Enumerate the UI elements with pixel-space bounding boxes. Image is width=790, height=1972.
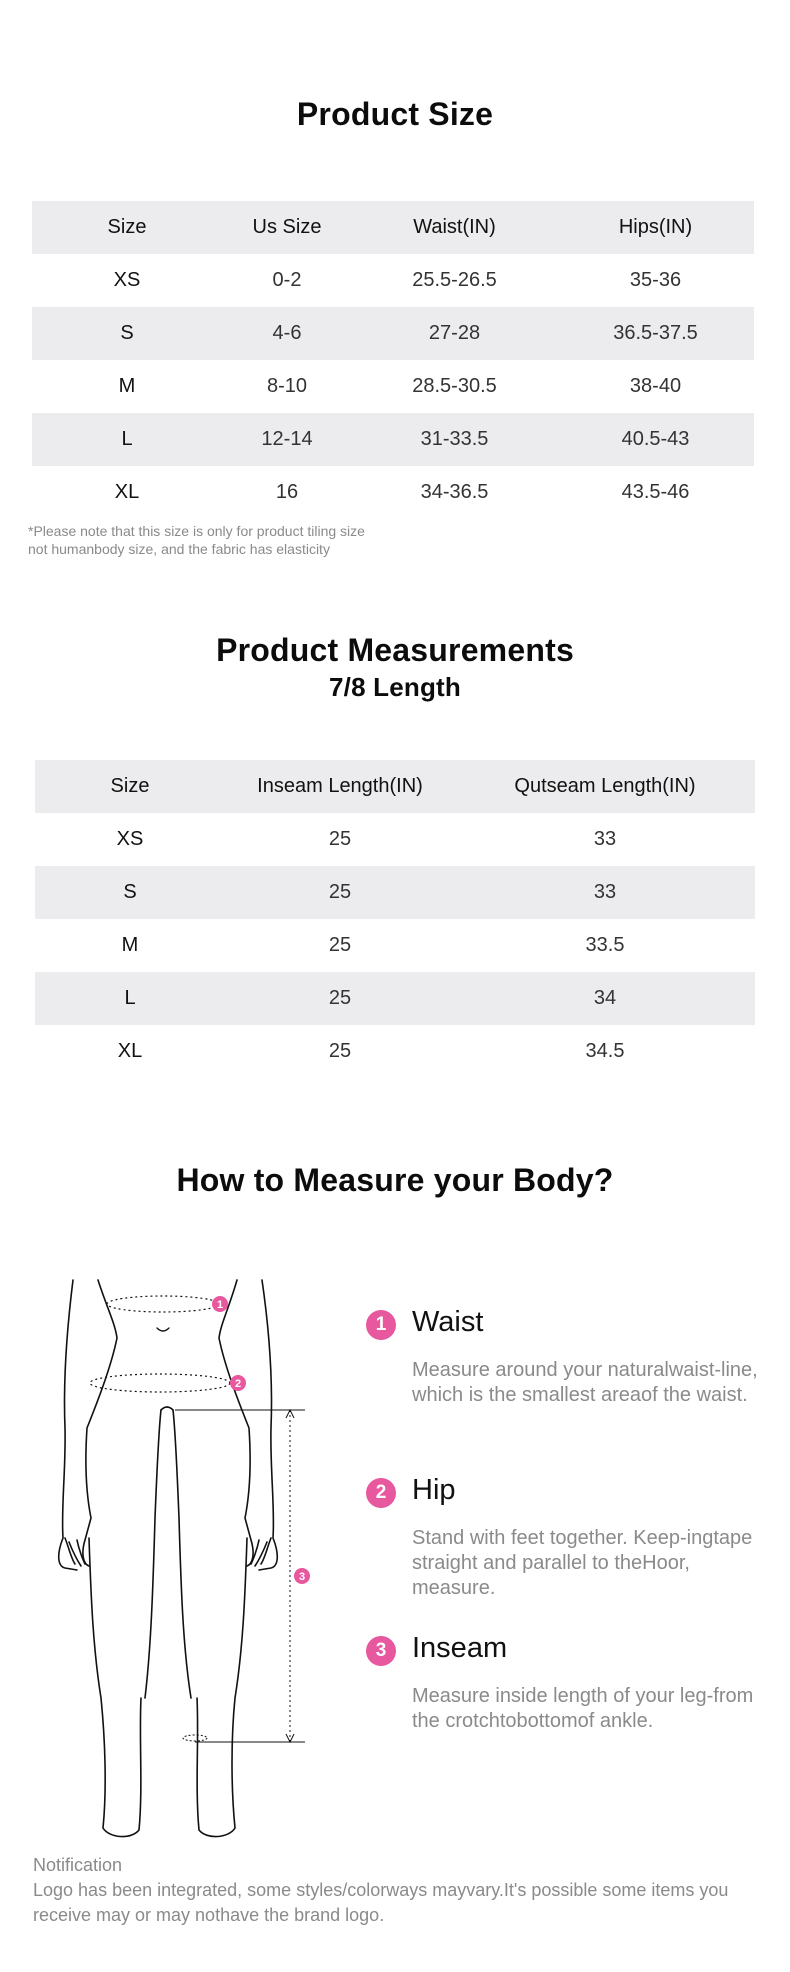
- hip-marker-icon: [230, 1375, 246, 1391]
- table-row: [35, 972, 755, 1025]
- table-cell: 33: [593, 881, 617, 903]
- step-description: Measure inside length of your leg-from the crotchtobottomof ankle.: [412, 1685, 754, 1732]
- body-outline-illustration: [55, 1268, 315, 1848]
- size-note-line: not humanbody size, and the fabric has elasticity: [28, 541, 330, 557]
- table-cell: 25: [328, 1040, 352, 1062]
- svg-text:2: 2: [234, 1378, 242, 1390]
- table-cell: 16: [275, 481, 299, 503]
- table-cell: 25: [328, 828, 352, 850]
- product-measurements-subtitle: 7/8 Length: [328, 672, 461, 702]
- table-cell: 27-28: [428, 322, 481, 344]
- table-row: [32, 307, 754, 360]
- table-cell: XS: [113, 269, 141, 291]
- column-header: Us Size: [252, 216, 322, 238]
- table-row: [35, 1025, 755, 1078]
- table-header-row: [32, 201, 754, 254]
- column-header: Waist(IN): [413, 216, 496, 238]
- table-cell: S: [123, 881, 137, 903]
- column-header: Qutseam Length(IN): [514, 775, 696, 797]
- table-row: [32, 466, 754, 519]
- table-cell: 8-10: [266, 375, 308, 397]
- step-description: Measure around your naturalwaist-line, which is the smallest areaof the waist.: [412, 1359, 758, 1406]
- table-row: [35, 866, 755, 919]
- svg-text:1: 1: [216, 1299, 224, 1311]
- waist-marker-icon: [212, 1296, 228, 1312]
- column-header: Size: [110, 775, 150, 797]
- table-cell: 12-14: [261, 428, 313, 450]
- table-cell: XL: [114, 481, 140, 503]
- size-note-line: *Please note that this size is only for product tiling size: [28, 523, 365, 539]
- step-title: Hip: [412, 1474, 456, 1506]
- inseam-marker-icon: [294, 1568, 310, 1584]
- notification: [33, 1853, 773, 1928]
- column-header: Inseam Length(IN): [257, 775, 423, 797]
- table-cell: S: [120, 322, 134, 344]
- product-measurements-title: Product Measurements: [216, 632, 574, 668]
- table-cell: L: [124, 987, 136, 1009]
- table-cell: 25.5-26.5: [412, 269, 497, 291]
- table-cell: 33: [593, 828, 617, 850]
- table-cell: 31-33.5: [420, 428, 489, 450]
- table-cell: 33.5: [585, 934, 625, 956]
- step-title: Inseam: [412, 1632, 508, 1664]
- table-row: [32, 360, 754, 413]
- how-to-measure-title: How to Measure your Body?: [176, 1162, 614, 1198]
- table-cell: 0-2: [272, 269, 302, 291]
- table-cell: L: [121, 428, 133, 450]
- table-cell: 43.5-46: [621, 481, 690, 503]
- column-header: Size: [107, 216, 147, 238]
- table-cell: 36.5-37.5: [613, 322, 698, 344]
- table-cell: 38-40: [629, 375, 682, 397]
- table-header-row: [35, 760, 755, 813]
- step-number-badge: 1: [366, 1310, 396, 1340]
- table-cell: M: [118, 375, 136, 397]
- table-cell: 34.5: [585, 1040, 625, 1062]
- table-cell: 34-36.5: [420, 481, 489, 503]
- table-row: [35, 813, 755, 866]
- table-row: [32, 413, 754, 466]
- table-row: [32, 254, 754, 307]
- notification-text: Logo has been integrated, some styles/colorways mayvary.It's possible some items you receive may or may nothave the brand logo.: [33, 1880, 729, 1925]
- product-measurements-table: [35, 760, 755, 1078]
- table-cell: XL: [117, 1040, 143, 1062]
- column-header: Hips(IN): [618, 216, 693, 238]
- table-cell: 35-36: [629, 269, 682, 291]
- svg-text:3: 3: [298, 1571, 306, 1583]
- table-cell: 25: [328, 987, 352, 1009]
- step-number-badge: 2: [366, 1478, 396, 1508]
- size-note: [28, 522, 365, 558]
- notification-label: Notification: [33, 1855, 123, 1875]
- table-cell: 28.5-30.5: [412, 375, 497, 397]
- product-size-title: Product Size: [296, 96, 494, 132]
- table-cell: 34: [593, 987, 617, 1009]
- table-cell: XS: [116, 828, 144, 850]
- table-cell: 25: [328, 881, 352, 903]
- step-title: Waist: [412, 1306, 484, 1338]
- table-cell: 4-6: [272, 322, 302, 344]
- table-cell: 40.5-43: [621, 428, 690, 450]
- product-size-table: [32, 201, 754, 519]
- table-cell: M: [121, 934, 139, 956]
- step-number-badge: 3: [366, 1636, 396, 1666]
- step-description: Stand with feet together. Keep-ingtape straight and parallel to theHoor, measure.: [412, 1527, 753, 1599]
- table-row: [35, 919, 755, 972]
- table-cell: 25: [328, 934, 352, 956]
